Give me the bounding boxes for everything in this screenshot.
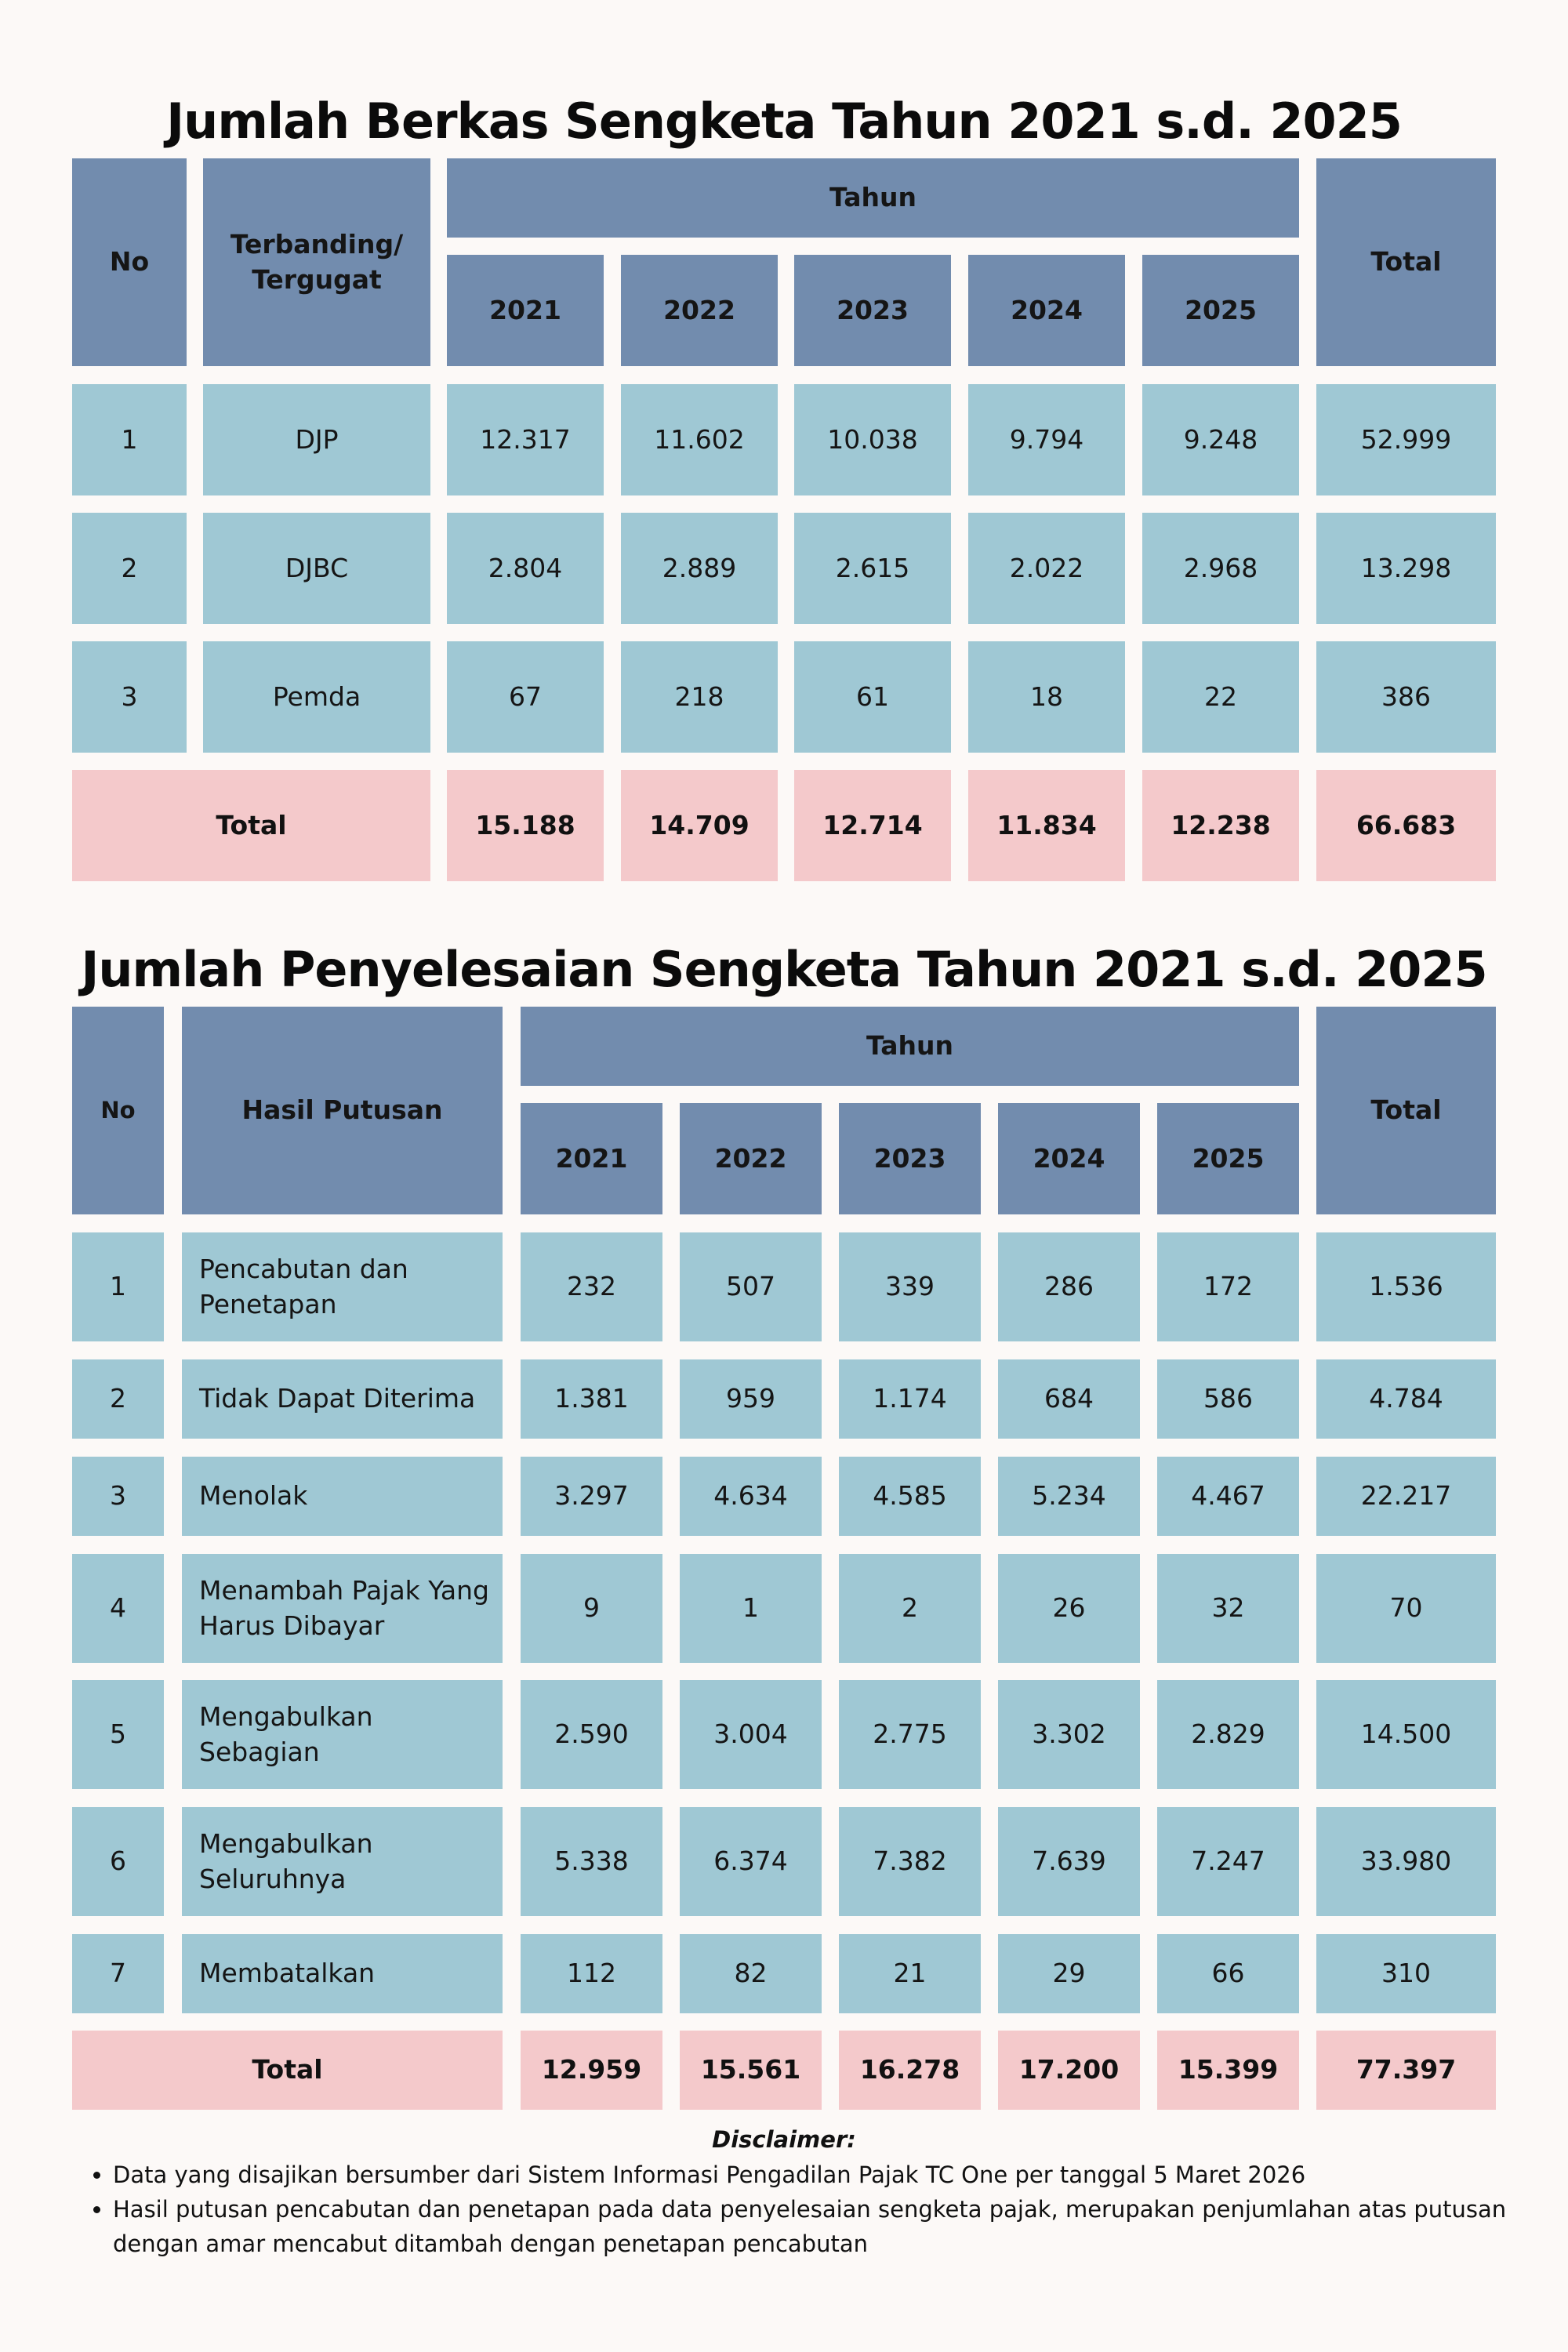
table1-cell: 18 <box>968 641 1125 753</box>
table2-cell: 172 <box>1157 1232 1299 1341</box>
table2-cell: 3.004 <box>680 1680 822 1789</box>
table2-header-year: 2024 <box>998 1103 1140 1214</box>
table2-row-total: 14.500 <box>1316 1680 1496 1789</box>
table2-row-no: 2 <box>72 1359 164 1439</box>
table2-cell: 586 <box>1157 1359 1299 1439</box>
table1-cell: 2.889 <box>621 513 778 624</box>
table1-cell: 22 <box>1142 641 1299 753</box>
table2-header-year: 2022 <box>680 1103 822 1214</box>
table1-cell: 2.022 <box>968 513 1125 624</box>
table2-cell: 4.585 <box>839 1457 981 1536</box>
table2-row-no: 5 <box>72 1680 164 1789</box>
table1-row-no: 1 <box>72 384 187 495</box>
table1-cell: 2.615 <box>794 513 951 624</box>
table2-cell: 2 <box>839 1554 981 1663</box>
table2-cell: 112 <box>521 1934 662 2013</box>
table1-header-no: No <box>72 158 187 366</box>
table2-cell: 6.374 <box>680 1807 822 1916</box>
table1-row-total: 13.298 <box>1316 513 1496 624</box>
disclaimer-item: • Hasil putusan pencabutan dan penetapan pada data penyelesaian sengketa pajak, merupakan penjumlahan atas putusan dengan amar mencabut ditambah dengan penetapan pencabutan <box>113 2192 1555 2261</box>
table1-header-year: 2022 <box>621 255 778 366</box>
table1-row-total: 52.999 <box>1316 384 1496 495</box>
table2-row-no: 4 <box>72 1554 164 1663</box>
table2-cell: 2.775 <box>839 1680 981 1789</box>
table2-row-name: Mengabulkan Sebagian <box>182 1680 503 1789</box>
table1-cell: 11.602 <box>621 384 778 495</box>
table2-row-total: 70 <box>1316 1554 1496 1663</box>
table2-cell: 507 <box>680 1232 822 1341</box>
table2-row-no: 1 <box>72 1232 164 1341</box>
table2-cell: 1 <box>680 1554 822 1663</box>
table1-cell: 218 <box>621 641 778 753</box>
table2-cell: 21 <box>839 1934 981 2013</box>
table1-total-cell: 15.188 <box>447 770 604 881</box>
table2-header-year: 2025 <box>1157 1103 1299 1214</box>
table1-header-year: 2021 <box>447 255 604 366</box>
table1-cell: 61 <box>794 641 951 753</box>
table1-total-cell: 14.709 <box>621 770 778 881</box>
table2-row-name: Mengabulkan Seluruhnya <box>182 1807 503 1916</box>
table2-cell: 684 <box>998 1359 1140 1439</box>
table2-total-cell: 16.278 <box>839 2031 981 2110</box>
table2-row-name: Menambah Pajak Yang Harus Dibayar <box>182 1554 503 1663</box>
table2-cell: 286 <box>998 1232 1140 1341</box>
table1-grand-total: 66.683 <box>1316 770 1496 881</box>
table2-header-result: Hasil Putusan <box>182 1007 503 1214</box>
table2-cell: 3.302 <box>998 1680 1140 1789</box>
table1-cell: 67 <box>447 641 604 753</box>
table2-cell: 959 <box>680 1359 822 1439</box>
table2-total-cell: 15.561 <box>680 2031 822 2110</box>
table2-cell: 66 <box>1157 1934 1299 2013</box>
disclaimer-title: Disclaimer: <box>712 2126 856 2153</box>
table2-total-cell: 15.399 <box>1157 2031 1299 2110</box>
table2-header-total: Total <box>1316 1007 1496 1214</box>
table1-total-label: Total <box>72 770 430 881</box>
table1-header-party <box>203 158 430 366</box>
table2-cell: 5.338 <box>521 1807 662 1916</box>
table2-cell: 32 <box>1157 1554 1299 1663</box>
table2-header-year: 2023 <box>839 1103 981 1214</box>
table1-cell: 9.794 <box>968 384 1125 495</box>
table1-row-name: DJBC <box>203 513 430 624</box>
table2-row-name: Menolak <box>182 1457 503 1536</box>
table2-row-name: Tidak Dapat Diterima <box>182 1359 503 1439</box>
table2-total-label: Total <box>72 2031 503 2110</box>
table1-header-party-label: Terbanding/ Tergugat <box>230 228 404 295</box>
table2-row-total: 1.536 <box>1316 1232 1496 1341</box>
table1-row-name: DJP <box>203 384 430 495</box>
table2-row-no: 7 <box>72 1934 164 2013</box>
table2-header-year: 2021 <box>521 1103 662 1214</box>
table2-row-total: 310 <box>1316 1934 1496 2013</box>
table2-cell: 4.634 <box>680 1457 822 1536</box>
table2-row-no: 3 <box>72 1457 164 1536</box>
disclaimer-list <box>82 2158 1555 2261</box>
table1-row-total: 386 <box>1316 641 1496 753</box>
table1-header-tahun: Tahun <box>447 158 1299 238</box>
table2-cell: 232 <box>521 1232 662 1341</box>
table2-header-no: No <box>72 1007 164 1214</box>
table1-cell: 10.038 <box>794 384 951 495</box>
table2-header-tahun: Tahun <box>521 1007 1299 1086</box>
table2-total-cell: 12.959 <box>521 2031 662 2110</box>
table2-cell: 339 <box>839 1232 981 1341</box>
table2-row-total: 33.980 <box>1316 1807 1496 1916</box>
table2-cell: 2.590 <box>521 1680 662 1789</box>
table1-row-no: 3 <box>72 641 187 753</box>
table2-cell: 1.381 <box>521 1359 662 1439</box>
table2-cell: 26 <box>998 1554 1140 1663</box>
table2-row-no: 6 <box>72 1807 164 1916</box>
table2-cell: 5.234 <box>998 1457 1140 1536</box>
table1-header-total: Total <box>1316 158 1496 366</box>
table1-cell: 2.968 <box>1142 513 1299 624</box>
table2-cell: 7.382 <box>839 1807 981 1916</box>
table2-grand-total: 77.397 <box>1316 2031 1496 2110</box>
table1-total-cell: 12.238 <box>1142 770 1299 881</box>
table2-cell: 7.639 <box>998 1807 1140 1916</box>
table1-total-cell: 12.714 <box>794 770 951 881</box>
table1-cell: 9.248 <box>1142 384 1299 495</box>
table2-cell: 82 <box>680 1934 822 2013</box>
table1-row-no: 2 <box>72 513 187 624</box>
table2-cell: 1.174 <box>839 1359 981 1439</box>
table1-total-cell: 11.834 <box>968 770 1125 881</box>
table2-cell: 3.297 <box>521 1457 662 1536</box>
table2-cell: 7.247 <box>1157 1807 1299 1916</box>
table1-title: Jumlah Berkas Sengketa Tahun 2021 s.d. 2025 <box>166 93 1402 150</box>
table1-header-year: 2024 <box>968 255 1125 366</box>
table2-total-cell: 17.200 <box>998 2031 1140 2110</box>
table2-title: Jumlah Penyelesaian Sengketa Tahun 2021 s.d. 2025 <box>81 941 1487 998</box>
table1-header-year: 2025 <box>1142 255 1299 366</box>
disclaimer-item: • Data yang disajikan bersumber dari Sistem Informasi Pengadilan Pajak TC One per tanggal 5 Maret 2026 <box>113 2158 1555 2192</box>
table2-row-name: Membatalkan <box>182 1934 503 2013</box>
table2-cell: 29 <box>998 1934 1140 2013</box>
table2-cell: 4.467 <box>1157 1457 1299 1536</box>
table1-header-year: 2023 <box>794 255 951 366</box>
table2-cell: 2.829 <box>1157 1680 1299 1789</box>
table2-row-total: 22.217 <box>1316 1457 1496 1536</box>
table2-row-total: 4.784 <box>1316 1359 1496 1439</box>
table1-cell: 2.804 <box>447 513 604 624</box>
table2-row-name: Pencabutan dan Penetapan <box>182 1232 503 1341</box>
table1-cell: 12.317 <box>447 384 604 495</box>
table2-cell: 9 <box>521 1554 662 1663</box>
table1-row-name: Pemda <box>203 641 430 753</box>
